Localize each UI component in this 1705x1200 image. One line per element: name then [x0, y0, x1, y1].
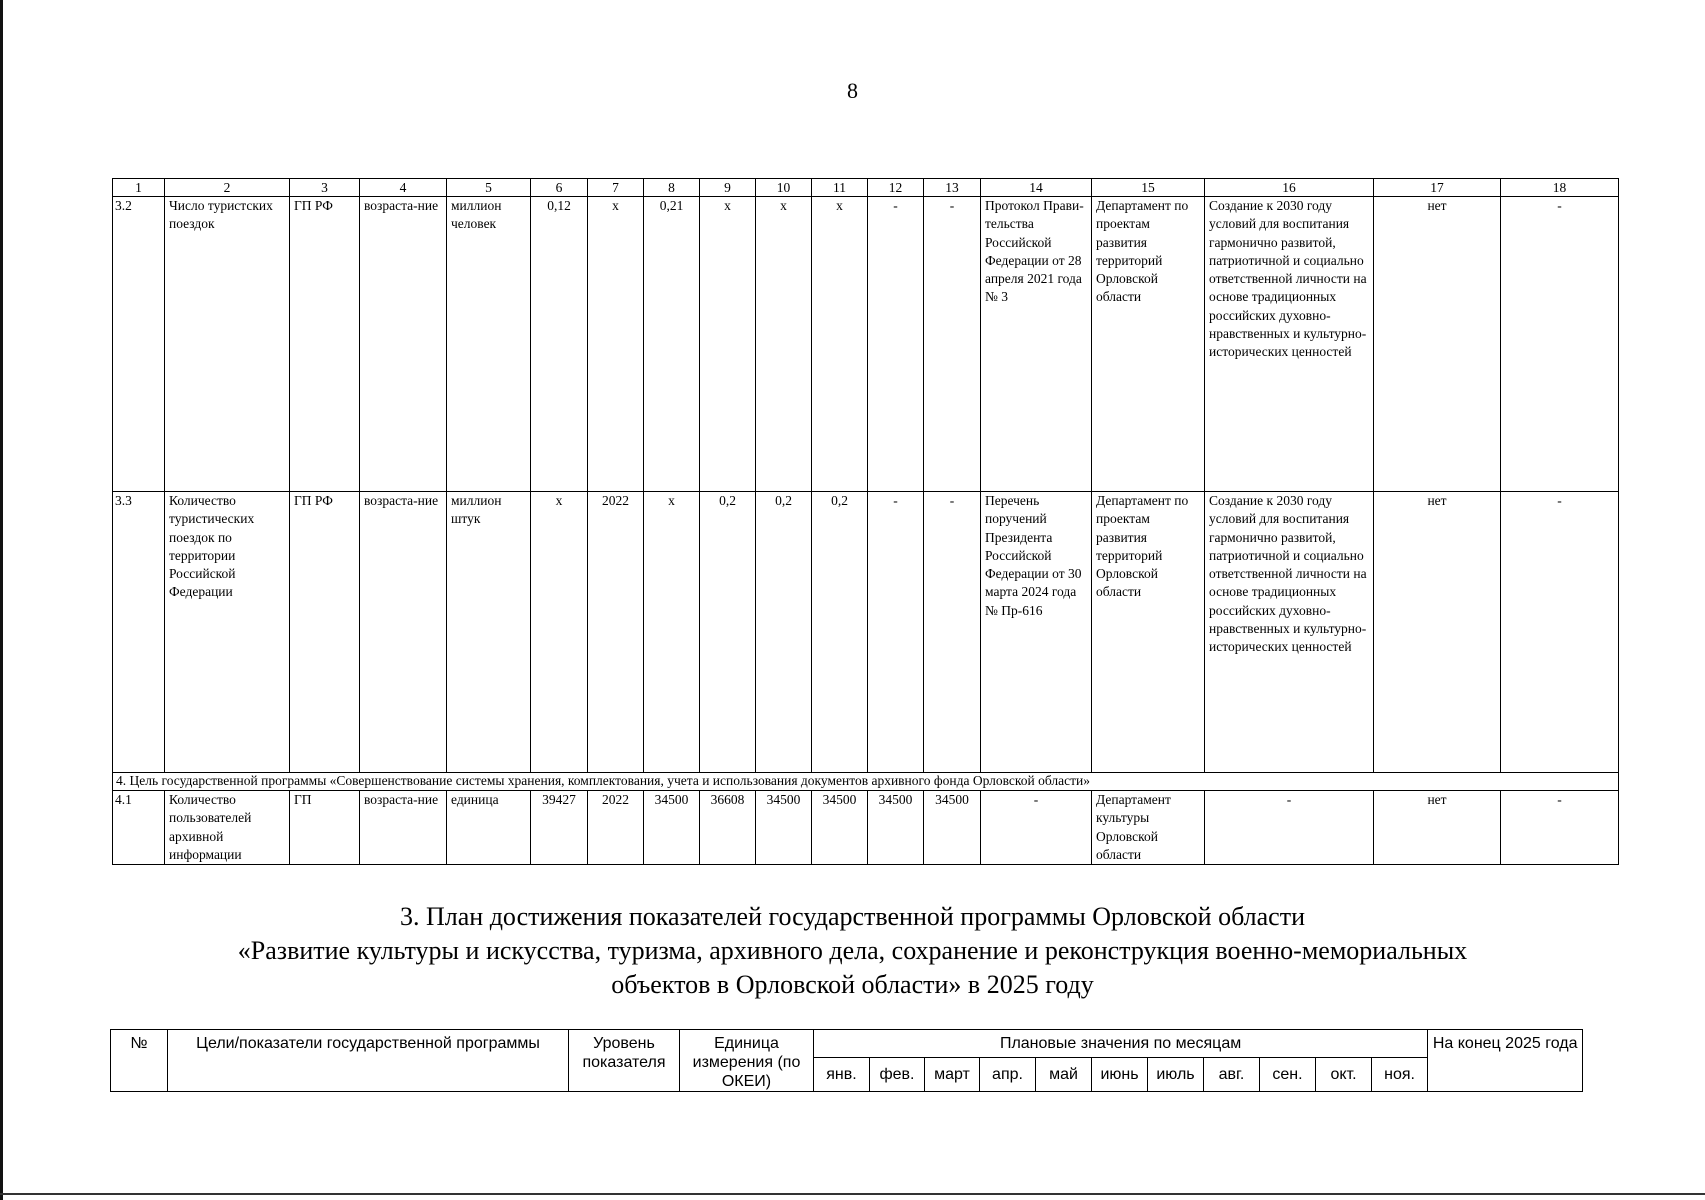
- month-may: май: [1036, 1057, 1092, 1091]
- col-number-5: 5: [447, 179, 531, 197]
- col-number-9: 9: [700, 179, 756, 197]
- cell-10: 0,2: [756, 492, 812, 773]
- col-number-12: 12: [868, 179, 924, 197]
- month-apr: апр.: [980, 1057, 1036, 1091]
- col-number-1: 1: [113, 179, 165, 197]
- table-row: [113, 791, 1619, 865]
- page-left-edge: [0, 0, 3, 1200]
- indicator-trend: возраста-ние: [360, 492, 447, 773]
- row-number: 4.1: [113, 791, 165, 865]
- plan-table: [110, 1029, 1583, 1092]
- national-goal-link: -: [1205, 791, 1374, 865]
- cell-8: 0,21: [644, 197, 700, 492]
- cell-7: 2022: [588, 492, 644, 773]
- col-header-level: Уровень показателя: [569, 1030, 680, 1092]
- col-number-16: 16: [1205, 179, 1374, 197]
- month-jul: июль: [1148, 1057, 1204, 1091]
- col-header-goals: Цели/показатели государственной программы: [168, 1030, 569, 1092]
- cell-13: -: [924, 197, 981, 492]
- basis-document: -: [981, 791, 1092, 865]
- cell-9: х: [700, 197, 756, 492]
- page-bottom-edge: [0, 1193, 1705, 1195]
- section-title-line-1: 3. План достижения показателей государственной программы Орловской области: [399, 902, 1305, 931]
- page-number: 8: [847, 78, 858, 103]
- col-number-7: 7: [588, 179, 644, 197]
- row-number: 3.2: [113, 197, 165, 492]
- cell-10: х: [756, 197, 812, 492]
- col-number-17: 17: [1374, 179, 1501, 197]
- cell-11: х: [812, 197, 868, 492]
- basis-document: Перечень поручений Президента Российской Федерации от 30 марта 2024 года № Пр-616: [981, 492, 1092, 773]
- cell-17: нет: [1374, 791, 1501, 865]
- col-header-number: №: [111, 1030, 168, 1092]
- col-number-6: 6: [531, 179, 588, 197]
- cell-6: х: [531, 492, 588, 773]
- indicator-unit: миллион штук: [447, 492, 531, 773]
- row-number: 3.3: [113, 492, 165, 773]
- col-number-18: 18: [1501, 179, 1619, 197]
- col-header-unit: Единица измерения (по ОКЕИ): [680, 1030, 814, 1092]
- col-header-plan-by-month: Плановые значения по месяцам: [814, 1030, 1428, 1058]
- national-goal-link: Создание к 2030 году условий для воспитания гармонично развитой, патриотичной и социально ответственной личности на основе традиционных российских духовно-нравственных и культурно-исторических ценностей: [1205, 492, 1374, 773]
- goal-row: [113, 773, 1619, 791]
- responsible-body: Департамент культуры Орловской области: [1092, 791, 1205, 865]
- cell-9: 36608: [700, 791, 756, 865]
- month-nov: ноя.: [1372, 1057, 1428, 1091]
- cell-6: 0,12: [531, 197, 588, 492]
- indicator-unit: единица: [447, 791, 531, 865]
- indicator-trend: возраста-ние: [360, 197, 447, 492]
- month-mar: март: [925, 1057, 980, 1091]
- indicator-name: Число туристских поездок: [165, 197, 290, 492]
- col-number-14: 14: [981, 179, 1092, 197]
- cell-18: -: [1501, 492, 1619, 773]
- indicator-level: ГП РФ: [290, 197, 360, 492]
- col-number-4: 4: [360, 179, 447, 197]
- indicator-name: Количество пользователей архивной информации: [165, 791, 290, 865]
- cell-9: 0,2: [700, 492, 756, 773]
- month-jun: июнь: [1092, 1057, 1148, 1091]
- cell-8: 34500: [644, 791, 700, 865]
- cell-13: 34500: [924, 791, 981, 865]
- cell-13: -: [924, 492, 981, 773]
- table-row: [113, 492, 1619, 773]
- goal-4-text: 4. Цель государственной программы «Совершенствование системы хранения, комплектования, учета и использования документов архивного фонда Орловской области»: [113, 773, 1619, 791]
- col-header-year-end: На конец 2025 года: [1428, 1030, 1583, 1092]
- col-number-2: 2: [165, 179, 290, 197]
- column-number-row: [113, 179, 1619, 197]
- indicators-table: [112, 178, 1619, 865]
- table-row: [113, 197, 1619, 492]
- cell-10: 34500: [756, 791, 812, 865]
- cell-18: -: [1501, 197, 1619, 492]
- col-number-15: 15: [1092, 179, 1205, 197]
- responsible-body: Департамент по проектам развития территорий Орловской области: [1092, 197, 1205, 492]
- cell-11: 34500: [812, 791, 868, 865]
- cell-8: х: [644, 492, 700, 773]
- basis-document: Протокол Прави-тельства Российской Федерации от 28 апреля 2021 года № 3: [981, 197, 1092, 492]
- indicator-name: Количество туристических поездок по территории Российской Федерации: [165, 492, 290, 773]
- col-number-8: 8: [644, 179, 700, 197]
- plan-header-row: [111, 1030, 1583, 1058]
- cell-17: нет: [1374, 197, 1501, 492]
- section-title-line-3: объектов в Орловской области» в 2025 году: [611, 970, 1094, 999]
- month-aug: авг.: [1204, 1057, 1260, 1091]
- col-number-13: 13: [924, 179, 981, 197]
- cell-12: 34500: [868, 791, 924, 865]
- cell-18: -: [1501, 791, 1619, 865]
- indicator-unit: миллион человек: [447, 197, 531, 492]
- cell-12: -: [868, 197, 924, 492]
- cell-12: -: [868, 492, 924, 773]
- col-number-3: 3: [290, 179, 360, 197]
- indicator-level: ГП РФ: [290, 492, 360, 773]
- month-sep: сен.: [1260, 1057, 1316, 1091]
- month-oct: окт.: [1316, 1057, 1372, 1091]
- national-goal-link: Создание к 2030 году условий для воспитания гармонично развитой, патриотичной и социально ответственной личности на основе традиционных российских духовно-нравственных и культурно-исторических ценностей: [1205, 197, 1374, 492]
- month-jan: янв.: [814, 1057, 870, 1091]
- indicator-level: ГП: [290, 791, 360, 865]
- cell-17: нет: [1374, 492, 1501, 773]
- cell-7: 2022: [588, 791, 644, 865]
- section-title-line-2: «Развитие культуры и искусства, туризма, архивного дела, сохранение и реконструкция военно-мемориальных: [237, 936, 1468, 965]
- col-number-11: 11: [812, 179, 868, 197]
- cell-11: 0,2: [812, 492, 868, 773]
- responsible-body: Департамент по проектам развития территорий Орловской области: [1092, 492, 1205, 773]
- month-feb: фев.: [870, 1057, 925, 1091]
- indicator-trend: возраста-ние: [360, 791, 447, 865]
- col-number-10: 10: [756, 179, 812, 197]
- cell-6: 39427: [531, 791, 588, 865]
- cell-7: х: [588, 197, 644, 492]
